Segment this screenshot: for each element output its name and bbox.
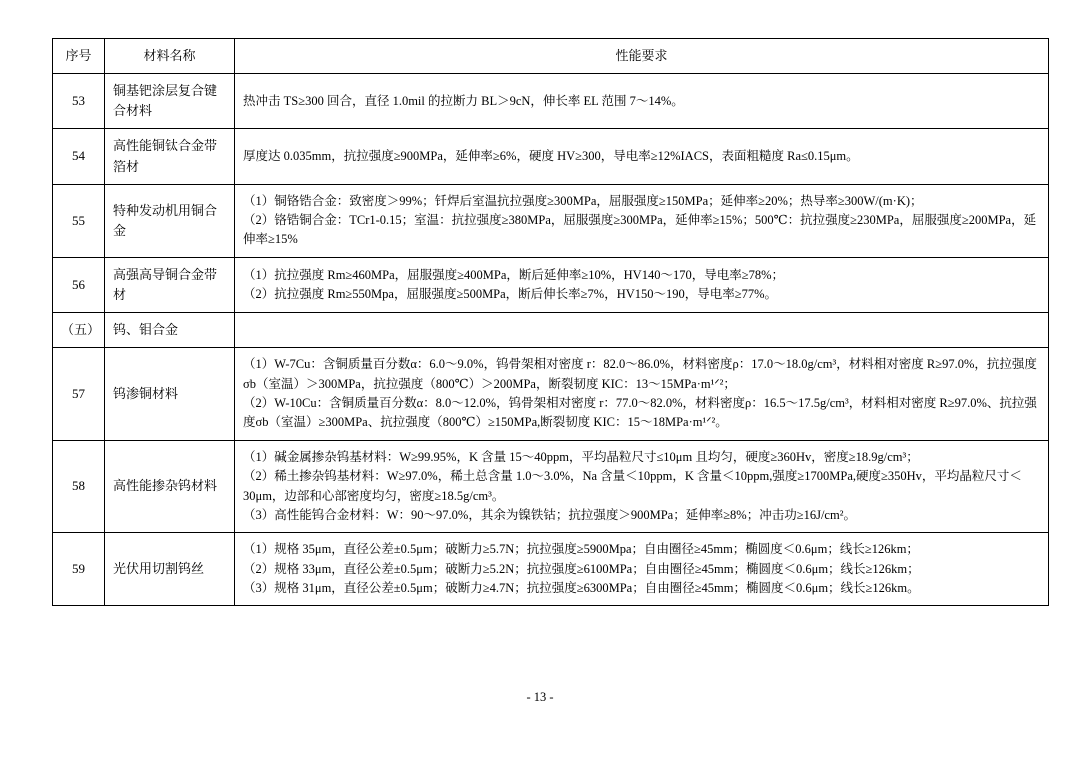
row-requirements: [235, 533, 1049, 606]
row-number: 54: [53, 129, 105, 184]
requirement-line: （1）碱金属掺杂钨基材料：W≥99.95%，K 含量 15～40ppm，平均晶粒尺寸≤10μm 且均匀，硬度≥360Hv，密度≥18.9g/cm³；: [243, 449, 919, 464]
row-requirements: [235, 348, 1049, 441]
row-number: 55: [53, 184, 105, 257]
row-material-name: 高强高导铜合金带材: [105, 257, 235, 312]
row-number: 56: [53, 257, 105, 312]
page-number: - 13 -: [526, 690, 554, 704]
row-material-name: 光伏用切割钨丝: [105, 533, 235, 606]
row-number: 58: [53, 440, 105, 533]
group-number: （五）: [53, 313, 105, 348]
group-name: 钨、钼合金: [105, 313, 235, 348]
requirement-line: （1）W-7Cu：含铜质量百分数α：6.0～9.0%，钨骨架相对密度 r：82.0～86.0%，材料密度ρ：17.0～18.0g/cm³，材料相对密度 R≥97.0%，抗拉强度σb（室温）＞300MPa，抗拉强度（800℃）＞200MPa，断裂韧度 KIC：13～15MPa·m¹ᐟ²；: [243, 357, 1037, 391]
column-header-material-name: 材料名称: [105, 39, 235, 74]
group-requirements: [235, 313, 1049, 348]
row-requirements: [235, 74, 1049, 129]
table-row: [53, 440, 1049, 533]
requirement-line: （3）规格 31μm，直径公差±0.5μm；破断力≥4.7N；抗拉强度≥6300MPa；自由圈径≥45mm；椭圆度＜0.6μm；线长≥126km。: [243, 581, 920, 595]
requirement-line: （2）抗拉强度 Rm≥550Mpa，屈服强度≥500MPa，断后伸长率≥7%，HV150～190，导电率≥77%。: [243, 286, 778, 301]
row-requirements: [235, 257, 1049, 312]
column-header-no: 序号: [53, 39, 105, 74]
row-material-name: 铜基钯涂层复合键合材料: [105, 74, 235, 129]
requirement-line: （1）规格 35μm，直径公差±0.5μm；破断力≥5.7N；抗拉强度≥5900Mpa；自由圈径≥45mm；椭圆度＜0.6μm；线长≥126km；: [243, 542, 919, 557]
requirement-line: （2）铬锆铜合金：TCr1-0.15；室温：抗拉强度≥380MPa，屈服强度≥300MPa，延伸率≥15%；500℃：抗拉强度≥230MPa，屈服强度≥200MPa，延伸率≥15%: [243, 213, 1037, 247]
row-number: 59: [53, 533, 105, 606]
requirement-line: （2）W-10Cu：含铜质量百分数α：8.0～12.0%，钨骨架相对密度 r：77.0～82.0%，材料密度ρ：16.5～17.5g/cm³，材料相对密度 R≥97.0%、抗拉强度σb（室温）≥300MPa、抗拉强度（800℃）≥150MPa,断裂韧度 KIC：15～18MPa·m¹ᐟ²。: [243, 396, 1037, 430]
table-header-row: [53, 39, 1049, 74]
requirement-line: （2）稀土掺杂钨基材料：W≥97.0%，稀土总含量 1.0～3.0%，Na 含量＜10ppm，K 含量＜10ppm,强度≥1700MPa,硬度≥350Hv，平均晶粒尺寸＜30μm，边部和心部密度均匀，密度≥18.5g/cm³。: [243, 469, 1022, 503]
row-number: 57: [53, 348, 105, 441]
table-row: [53, 348, 1049, 441]
table-row: [53, 257, 1049, 312]
row-material-name: 钨渗铜材料: [105, 348, 235, 441]
table-row: [53, 129, 1049, 184]
row-material-name: 特种发动机用铜合金: [105, 184, 235, 257]
column-header-performance-requirements: 性能要求: [235, 39, 1049, 74]
requirement-line: （1）铜铬锆合金：致密度＞99%；钎焊后室温抗拉强度≥300MPa，屈服强度≥150MPa；延伸率≥20%；热导率≥300W/(m·K)；: [243, 193, 923, 208]
table-body: [53, 74, 1049, 606]
materials-spec-table: [52, 38, 1049, 606]
table-header: [53, 39, 1049, 74]
row-requirements: [235, 440, 1049, 533]
row-requirements: [235, 129, 1049, 184]
requirement-line: （1）抗拉强度 Rm≥460MPa，屈服强度≥400MPa，断后延伸率≥10%，HV140～170，导电率≥78%；: [243, 267, 784, 282]
table-row: [53, 533, 1049, 606]
row-number: 53: [53, 74, 105, 129]
requirement-line: （3）高性能钨合金材料：W：90～97.0%，其余为镍铁钴；抗拉强度＞900MPa；延伸率≥8%；冲击功≥16J/cm²。: [243, 507, 856, 522]
requirement-line: （2）规格 33μm，直径公差±0.5μm；破断力≥5.2N；抗拉强度≥6100MPa；自由圈径≥45mm；椭圆度＜0.6μm；线长≥126km；: [243, 561, 920, 576]
requirement-line: 厚度达 0.035mm，抗拉强度≥900MPa，延伸率≥6%，硬度 HV≥300，导电率≥12%IACS，表面粗糙度 Ra≤0.15μm。: [243, 148, 859, 163]
table-row: [53, 74, 1049, 129]
row-material-name: 高性能铜钛合金带箔材: [105, 129, 235, 184]
row-material-name: 高性能掺杂钨材料: [105, 440, 235, 533]
row-requirements: [235, 184, 1049, 257]
table-row: [53, 184, 1049, 257]
requirement-line: 热冲击 TS≥300 回合，直径 1.0mil 的拉断力 BL＞9cN，伸长率 EL 范围 7～14%。: [243, 93, 684, 108]
table-group-row: [53, 313, 1049, 348]
